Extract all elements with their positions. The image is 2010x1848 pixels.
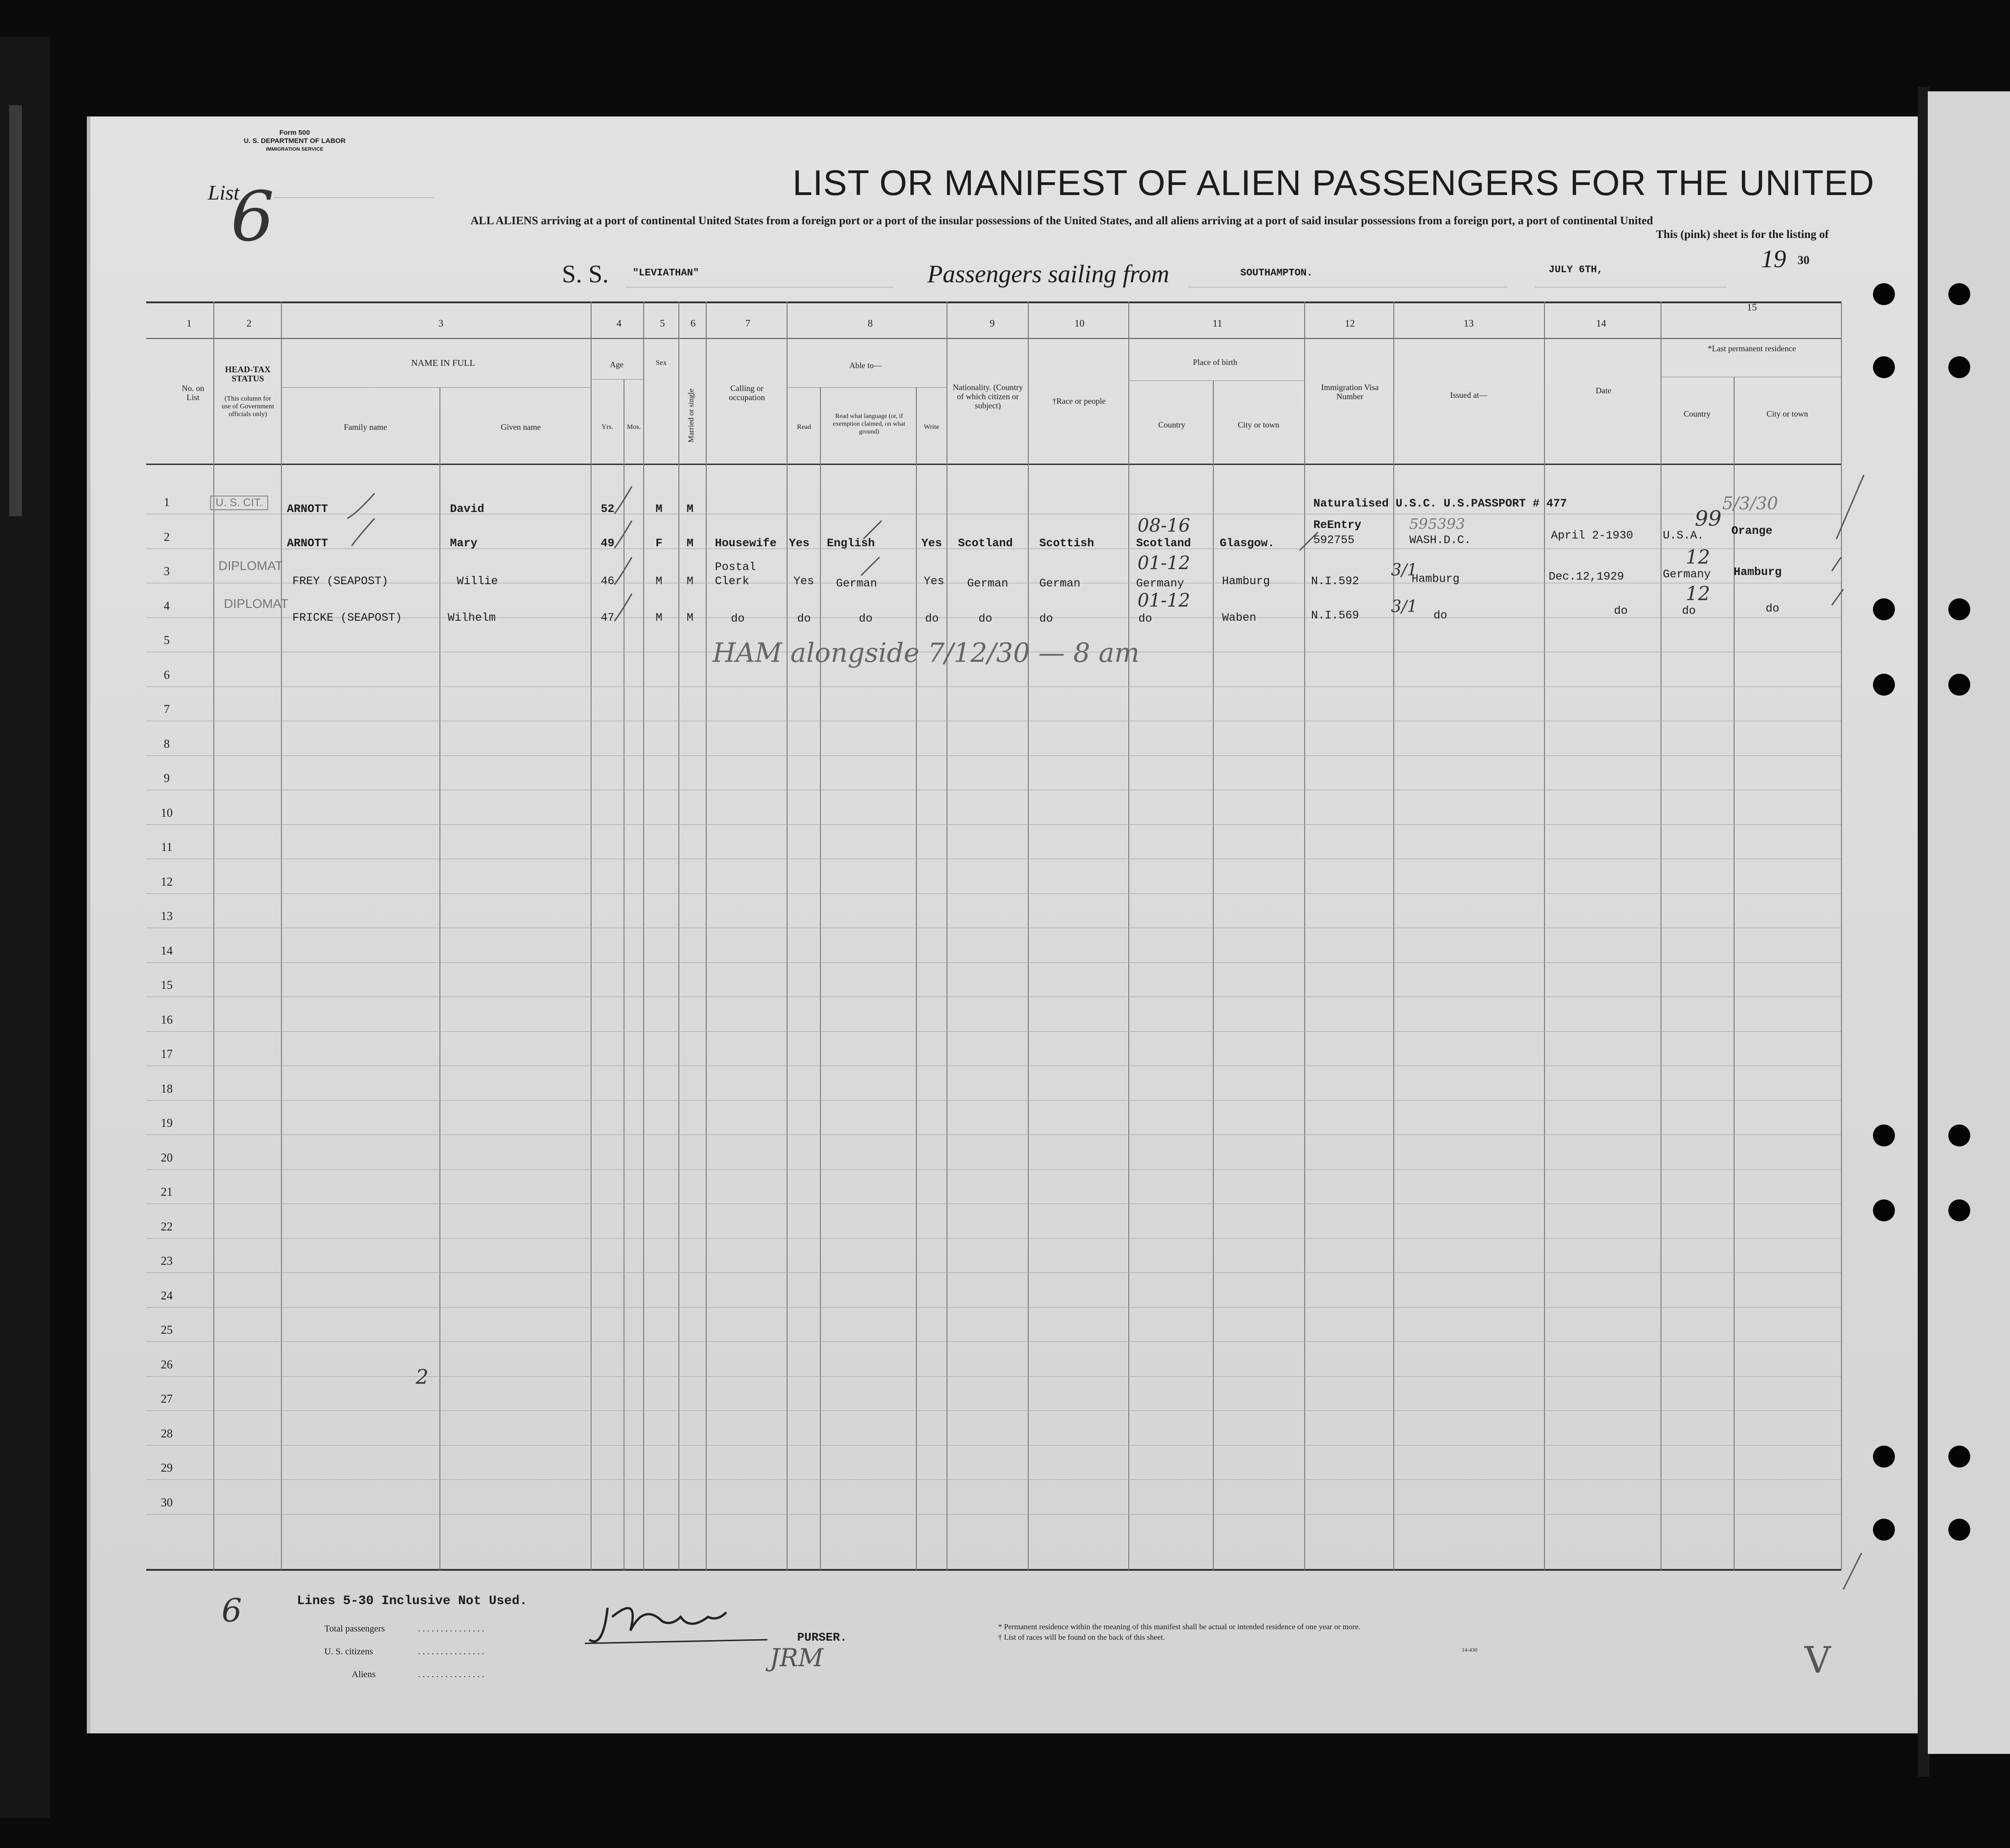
sex: F [656,537,663,550]
row-number: 15 [161,978,173,992]
header-nationality: Nationality. (Country of which citizen or subject) [952,383,1023,410]
issued-at: do [1433,609,1448,622]
residence-country: U.S.A. [1663,529,1704,542]
row-number: 19 [161,1116,173,1130]
nationality: German [967,577,1009,590]
issued-at: WASH.D.C. [1409,533,1471,547]
header-family-name: Family name [344,422,387,432]
row-number: 20 [161,1151,173,1164]
header-age: Age [610,360,624,369]
header-write: Write [924,423,939,431]
row-number: 28 [161,1427,173,1440]
row-number: 4 [164,599,170,612]
handwritten-line-5-note: HAM alongside 7/12/30 — 8 am [713,637,1140,668]
col-number: 8 [867,317,873,329]
residence-city: do [1766,602,1780,615]
can-write: Yes [921,537,942,550]
header-issued-at: Issued at— [1450,391,1487,400]
row-number: 6 [164,668,170,681]
header-age-yrs: Yrs. [601,423,614,431]
header-birth-city: City or town [1238,420,1280,429]
language: do [859,612,873,625]
birth-city: Hamburg [1222,575,1270,588]
visa-line-1: ReEntry [1313,518,1362,532]
header-married: Married or single [687,388,695,443]
birth-country: Scotland [1136,537,1191,550]
row-number: 29 [161,1461,173,1474]
row-number: 26 [161,1358,173,1371]
dotted-leader: . . . . . . . . . . . . . . . [418,1647,484,1657]
visa-number: N.I.592 [1311,575,1359,588]
given-name: David [450,502,485,516]
married-status: M [687,502,694,516]
total-passengers-label: Total passengers [324,1624,385,1634]
handwritten-initials: JRM [770,1643,824,1672]
family-name: FRICKE (SEAPOST) [292,611,402,624]
col-number: 10 [1074,317,1084,329]
handwritten-residence-row-3: 12 [1686,546,1710,568]
row-number: 12 [161,875,173,888]
visa-number: Naturalised U.S.C. U.S.PASSPORT # 477 [1313,497,1567,510]
nationality: do [979,612,993,625]
can-read: do [797,612,811,625]
visa-line-2: 592755 [1313,533,1355,547]
residence-city: Orange [1731,524,1773,538]
handwritten-code-row-2: 08-16 [1137,515,1190,536]
birth-city: Glasgow. [1220,537,1275,550]
year-prefix: 19 [1761,245,1786,273]
header-age-mos: Mos. [627,423,641,431]
row-number: 2 [164,530,170,544]
row-number: 3 [164,565,170,578]
race: German [1039,577,1081,590]
row-number: 18 [161,1082,173,1095]
header-able-to: Able to— [849,361,882,370]
row-number: 16 [161,1013,173,1026]
col-number: 7 [745,317,751,329]
visa-number: N.I.569 [1311,609,1359,622]
handwritten-page-mark: 2 [416,1366,428,1389]
header-given-name: Given name [501,422,541,432]
sex: M [656,611,663,624]
header-sex: Sex [656,359,667,367]
col-number: 4 [616,317,622,329]
header-head-tax: HEAD-TAX STATUS [225,365,271,384]
year-suffix: 30 [1798,253,1809,267]
row-number: 5 [164,634,170,647]
header-place-of-birth: Place of birth [1193,358,1238,367]
row-number: 9 [164,771,170,785]
department-name: U. S. DEPARTMENT OF LABOR [243,137,346,145]
sex: M [656,575,663,588]
list-label: List [208,181,240,204]
port-name: SOUTHAMPTON. [1240,267,1313,279]
row-number: 25 [161,1323,173,1336]
occupation: do [731,612,745,625]
row-number: 13 [161,909,173,923]
aliens-label: Aliens [352,1669,376,1679]
col-number: 9 [989,317,995,329]
form-number: Form 500 [279,129,310,137]
age-years: 49 [601,537,615,550]
dotted-leader: . . . . . . . . . . . . . . . [418,1669,484,1679]
family-name: ARNOTT [287,537,328,550]
sailing-label: Passengers sailing from [927,260,1169,288]
row-number: 27 [161,1392,173,1405]
birth-country: Germany [1136,577,1185,590]
handwritten-fraction-row-4: 3/1 [1391,597,1418,616]
col-number: 5 [660,317,665,329]
handwritten-residence-row-4: 12 [1686,582,1710,605]
nationality: Scotland [958,537,1013,550]
row-number: 23 [161,1254,173,1267]
header-read-what: Read what language (or, if exemption claimed, on what ground) [833,413,905,435]
header-calling: Calling or occupation [729,384,765,402]
issued-handwritten: 595393 [1409,515,1465,533]
purser-label: PURSER. [797,1631,847,1644]
row-number: 21 [161,1185,173,1199]
col-number: 1 [186,317,192,329]
head-tax-stamp: DIPLOMAT [218,559,283,573]
handwritten-date: 5/3/30 [1722,493,1778,513]
handwritten-fraction-row-3: 3/1 [1391,561,1418,580]
occupation-line-1: Postal [715,560,756,574]
col-number: 12 [1345,317,1355,329]
purser-signature [585,1589,767,1658]
service-name: IMMIGRATION SERVICE [266,147,323,152]
row-number: 17 [161,1047,173,1061]
issue-date: do [1614,604,1628,618]
age-years: 46 [601,575,615,588]
header-res-country: Country [1683,409,1711,418]
col-number: 3 [438,317,444,329]
handwritten-left-mark: 6 [222,1592,242,1629]
col-number: 13 [1464,317,1474,329]
row-number: 24 [161,1289,173,1302]
age-years: 52 [601,502,615,516]
row-number: 8 [164,737,170,750]
subtitle-line-2: This (pink) sheet is for the listing of [1656,228,1829,241]
ss-label: S. S. [562,260,609,288]
handwritten-code-row-3: 01-12 [1137,553,1190,574]
header-no-on-list: No. on List [182,384,204,402]
issue-date: Dec.12,1929 [1549,570,1624,583]
header-last-residence: *Last permanent residence [1708,344,1796,353]
birth-city: Waben [1222,611,1257,624]
handwritten-residence-row-2: 99 [1695,506,1722,531]
married-status: M [687,611,694,624]
age-years: 47 [601,611,615,624]
occupation: Housewife [715,537,777,550]
subtitle-line-1: ALL ALIENS arriving at a port of continental United States from a foreign port or a port of the insular possessions of the United States, and all aliens arriving at a port of said insular possessions from a foreign port, a port of continental United [471,215,1653,227]
residence-city: Hamburg [1734,565,1782,579]
list-number: 6 [231,177,275,257]
can-write: Yes [924,575,945,588]
header-date: Date [1596,386,1611,395]
row-number: 30 [161,1496,173,1509]
col-number: 6 [690,317,696,329]
race: Scottish [1039,537,1095,550]
col-number: 14 [1596,317,1606,329]
issue-date: April 2-1930 [1551,529,1634,542]
handwritten-check-mark: V [1804,1639,1831,1681]
sex: M [656,502,663,516]
form-code: 14-430 [1462,1647,1477,1653]
residence-country: Germany [1663,568,1711,581]
birth-country: do [1138,612,1153,625]
row-number: 7 [164,702,170,716]
row-number: 1 [164,496,170,509]
family-name: ARNOTT [287,502,328,516]
head-tax-stamp: DIPLOMAT [224,597,289,611]
given-name: Willie [457,575,498,588]
handwritten-code-row-4: 01-12 [1137,590,1190,611]
head-tax-stamp: U. S. CIT. [210,496,268,510]
header-visa: Immigration Visa Number [1321,383,1379,401]
col-number: 15 [1747,301,1757,313]
dotted-leader: . . . . . . . . . . . . . . . [418,1624,484,1634]
can-read: Yes [789,537,810,550]
col-number: 11 [1212,317,1222,329]
lines-not-used-note: Lines 5-30 Inclusive Not Used. [297,1594,528,1608]
header-res-city: City or town [1766,409,1808,418]
us-citizens-label: U. S. citizens [324,1647,373,1657]
page-title: LIST OR MANIFEST OF ALIEN PASSENGERS FOR THE UNITED [793,163,1875,203]
header-head-tax-note: (This column for use of Government officials only) [222,395,274,418]
footnote-races: † List of races will be found on the back of this sheet. [998,1633,1165,1642]
family-name: FREY (SEAPOST) [292,575,389,588]
footnote-residence: * Permanent residence within the meaning of this manifest shall be actual or intended residence of one year or more. [998,1622,1361,1631]
language: German [836,577,878,590]
can-read: Yes [793,575,815,588]
issued-at: Hamburg [1412,572,1460,586]
row-number: 22 [161,1220,173,1233]
married-status: M [687,575,694,588]
header-race: †Race or people [1052,396,1106,406]
header-read: Read [797,423,811,431]
race: do [1039,612,1053,625]
occupation-line-2: Clerk [715,575,750,588]
row-number: 11 [161,840,173,854]
ship-name: "LEVIATHAN" [633,267,699,279]
residence-country: do [1682,604,1696,618]
language: English [827,537,875,550]
row-number: 14 [161,944,173,957]
header-birth-country: Country [1158,420,1185,429]
col-number: 2 [246,317,252,329]
given-name: Wilhelm [448,611,496,624]
sailing-date: JULY 6TH, [1549,264,1603,275]
married-status: M [687,537,694,550]
row-number: 10 [161,806,173,819]
given-name: Mary [450,537,478,550]
header-name-in-full: NAME IN FULL [411,358,475,368]
can-write: do [925,612,939,625]
